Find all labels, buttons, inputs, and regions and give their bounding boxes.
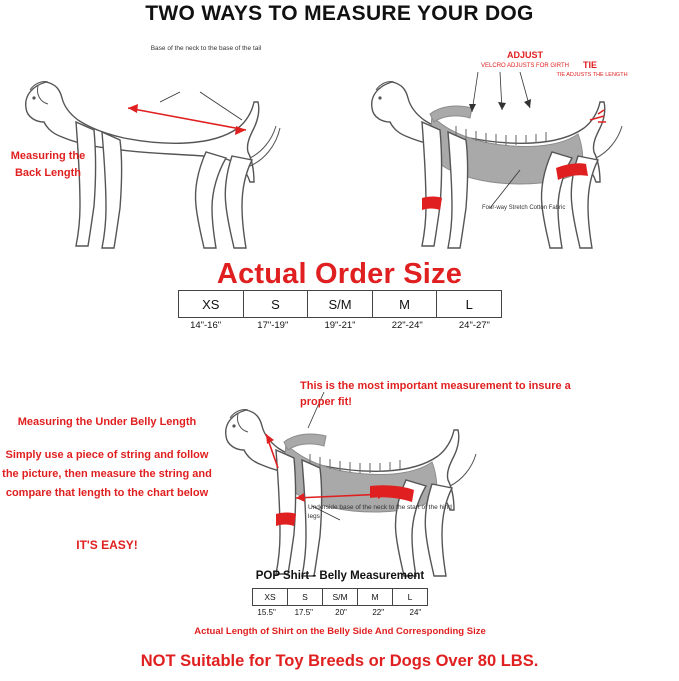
range-value: 17"-19" (257, 320, 289, 331)
pop-shirt-title: POP Shirt - Belly Measurement (255, 570, 425, 582)
size-cell: M (358, 589, 393, 606)
size-cell: S/M (308, 291, 373, 318)
size-cell: XS (179, 291, 244, 318)
size-cell: L (437, 291, 502, 318)
pop-shirt-values (248, 608, 434, 617)
pop-shirt-size-table (252, 588, 428, 606)
fabric-note: Four-way Stretch Cotton Fabric (482, 205, 566, 211)
range-value: 24"-27" (458, 320, 490, 331)
length-value: 15.5" (257, 608, 276, 617)
length-value: 20" (335, 608, 347, 617)
adjust-sublabel: VELCRO ADJUSTS FOR GIRTH (481, 63, 569, 69)
actual-length-note: Actual Length of Shirt on the Belly Side And Corresponding Size (194, 626, 486, 637)
size-cell: L (393, 589, 428, 606)
order-size-table (178, 290, 502, 318)
belly-instructions: Simply use a piece of string and follow the picture, then measure the string and compare that length to the chart below (2, 449, 212, 499)
order-size-title: Actual Order Size (216, 258, 463, 290)
underside-note: Underside base of the neck to the start of the hind legs (308, 504, 452, 520)
important-measurement-note: This is the most important measurement to insure a proper fit! (300, 380, 571, 408)
neck-to-tail-note: Base of the neck to the base of the tail (150, 45, 262, 52)
dog-outline-back-length (10, 30, 330, 255)
size-cell: S/M (322, 589, 357, 606)
its-easy-label: IT'S EASY! (76, 538, 138, 552)
table-row (179, 291, 502, 318)
range-value: 22"-24" (391, 320, 423, 331)
size-cell: XS (253, 589, 288, 606)
tie-label: TIE (582, 60, 597, 70)
size-cell: S (243, 291, 308, 318)
tie-sublabel: TIE ADJUSTS THE LENGTH (556, 72, 628, 78)
length-value: 17.5" (294, 608, 314, 617)
length-value: 22" (372, 608, 385, 617)
back-length-label: Measuring the Back Length (10, 150, 86, 179)
belly-heading: Measuring the Under Belly Length (17, 416, 197, 428)
footer-warning: NOT Suitable for Toy Breeds or Dogs Over 80 LBS. (140, 652, 539, 670)
page-title: TWO WAYS TO MEASURE YOUR DOG (145, 2, 534, 25)
range-value: 14"-16" (190, 320, 222, 331)
size-cell: M (372, 291, 437, 318)
range-value: 19"-21" (324, 320, 356, 331)
table-row (253, 589, 428, 606)
size-cell: S (288, 589, 323, 606)
order-size-ranges (172, 320, 508, 331)
length-value: 24" (409, 608, 422, 617)
adjust-label: ADJUST (506, 50, 543, 60)
